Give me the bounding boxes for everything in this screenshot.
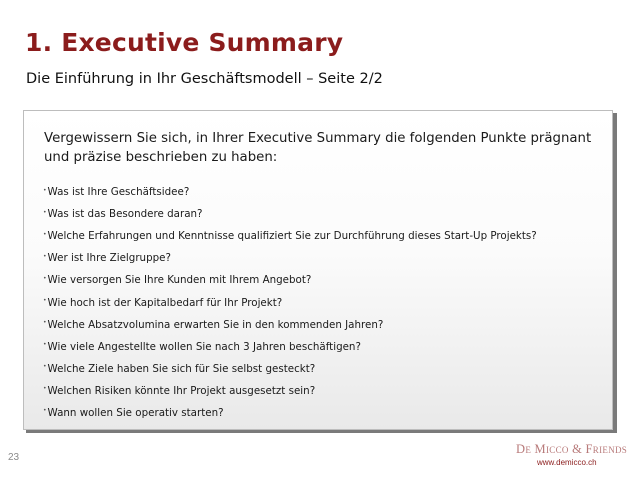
list-item-text: Was ist Ihre Geschäftsidee? [47, 186, 190, 199]
list-item-text: Wie versorgen Sie Ihre Kunden mit Ihrem Angebot? [47, 274, 312, 287]
intro-text: Vergewissern Sie sich, in Ihrer Executive Summary die folgenden Punkte prägnant und präzise beschrieben zu haben: [44, 131, 592, 165]
bullet-icon: • [43, 208, 47, 216]
list-item [43, 181, 537, 203]
slide-subtitle: Die Einführung in Ihr Geschäftsmodell – Seite 2/2 [26, 71, 383, 87]
company-logo: De Micco & Friends [516, 442, 628, 456]
list-item-text: Wann wollen Sie operativ starten? [47, 406, 224, 419]
bullet-icon: • [43, 407, 47, 415]
list-item [43, 203, 537, 225]
list-item-text: Welche Ziele haben Sie sich für Sie selbst gesteckt? [47, 362, 316, 375]
bullet-icon: • [43, 385, 47, 393]
list-item [43, 269, 537, 291]
bullet-icon: • [43, 186, 47, 194]
list-item [43, 380, 537, 402]
list-item-text: Wer ist Ihre Zielgruppe? [47, 252, 171, 265]
list-item [43, 336, 537, 358]
list-item-text: Welche Absatzvolumina erwarten Sie in den kommenden Jahren? [47, 318, 384, 331]
page-number: 23 [8, 452, 20, 463]
website-link[interactable]: www.demicco.ch [537, 458, 597, 467]
bullet-icon: • [43, 274, 47, 282]
list-item [43, 314, 537, 336]
content-box [23, 110, 613, 430]
bullet-icon: • [43, 230, 47, 238]
bullet-icon: • [43, 319, 47, 327]
list-item-text: Wie hoch ist der Kapitalbedarf für Ihr Projekt? [47, 296, 283, 309]
bullet-icon: • [43, 252, 47, 260]
bullet-icon: • [43, 297, 47, 305]
list-item [43, 225, 537, 247]
list-item [43, 358, 537, 380]
list-item-text: Wie viele Angestellte wollen Sie nach 3 Jahren beschäftigen? [47, 340, 361, 353]
list-item [43, 402, 537, 424]
bullet-icon: • [43, 363, 47, 371]
checklist [43, 181, 537, 424]
list-item [43, 247, 537, 269]
bullet-icon: • [43, 341, 47, 349]
list-item [43, 291, 537, 313]
list-item-text: Was ist das Besondere daran? [47, 208, 203, 221]
list-item-text: Welchen Risiken könnte Ihr Projekt ausgesetzt sein? [47, 384, 316, 397]
slide-title: 1. Executive Summary [25, 28, 344, 57]
list-item-text: Welche Erfahrungen und Kenntnisse qualifiziert Sie zur Durchführung dieses Start-Up Projekts? [47, 230, 537, 243]
